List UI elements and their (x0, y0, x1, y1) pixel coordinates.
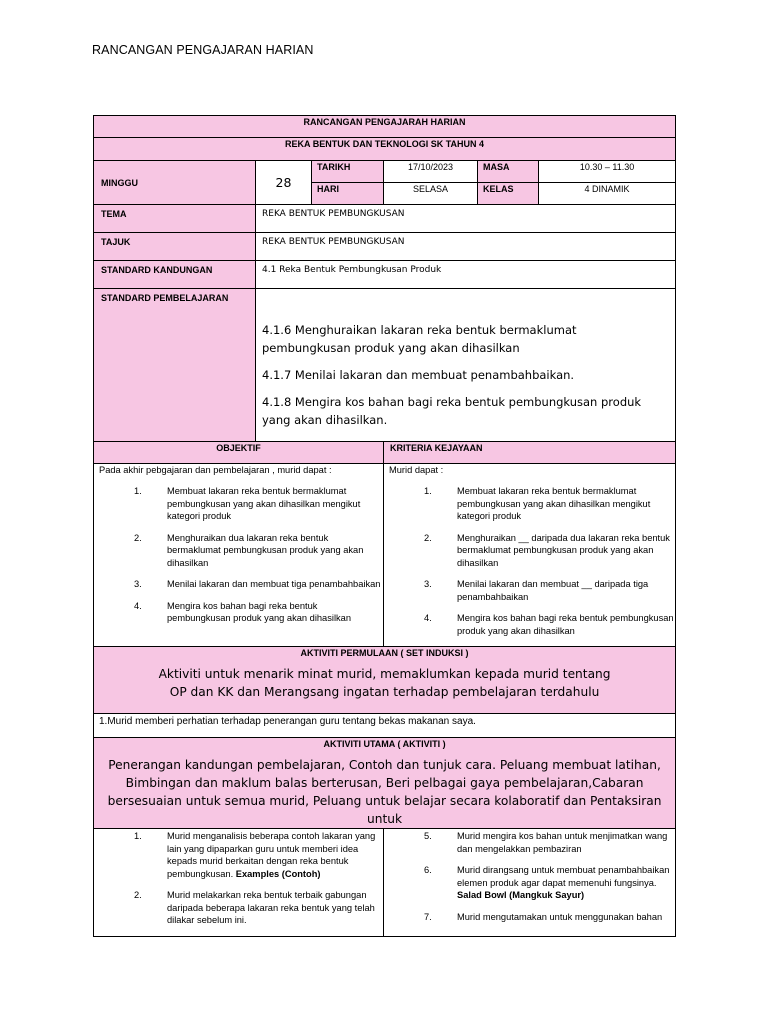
objektif-item-number: 4. (134, 600, 142, 611)
objektif-item (94, 485, 383, 523)
aktiviti-utama-item-number: 2. (134, 890, 142, 900)
objektif-item (94, 578, 383, 591)
tarikh-value: 17/10/2023 (384, 161, 478, 183)
kriteria-cell (384, 464, 676, 647)
kriteria-item-text: Menghuraikan __ daripada dua lakaran reka bentuk bermaklumat pembungkusan produk yang akan dihasilkan (457, 532, 670, 568)
hari-label: HARI (312, 183, 384, 205)
kriteria-item-number: 2. (424, 532, 432, 543)
objektif-item-number: 3. (134, 579, 142, 589)
aktiviti-utama-left (94, 829, 384, 937)
aktiviti-permulaan-step: 1.Murid memberi perhatian terhadap penerangan guru tentang bekas makanan saya. (94, 714, 676, 738)
document-heading: RANCANGAN PENGAJARAN HARIAN (92, 43, 314, 57)
aktiviti-utama-item-number: 1. (134, 831, 142, 841)
standard-pembelajaran-list (256, 289, 676, 442)
masa-value: 10.30 – 11.30 (539, 161, 676, 183)
aktiviti-utama-item (94, 889, 383, 927)
tajuk-label: TAJUK (94, 233, 256, 261)
lesson-plan-table (93, 115, 676, 937)
standard-pembelajaran-label: STANDARD PEMBELAJARAN (94, 289, 256, 442)
aktiviti-utama-item (384, 864, 675, 902)
objektif-header: OBJEKTIF (94, 442, 384, 464)
kriteria-intro: Murid dapat : (389, 465, 444, 475)
objektif-item-text: Membuat lakaran reka bentuk bermaklumat pembungkusan yang akan dihasilkan mengikut kategori produk (167, 486, 361, 521)
kriteria-item (384, 578, 675, 603)
tajuk-value: REKA BENTUK PEMBUNGKUSAN (256, 233, 676, 261)
aktiviti-utama-item-text: Murid menganalisis beberapa contoh lakaran yang lain yang dipaparkan guru untuk memberi idea kepads murid berkaitan dengan reka bentuk pembungkusan. (167, 831, 376, 879)
aktiviti-utama-item (94, 830, 383, 880)
aktiviti-permulaan-text: Aktiviti untuk menarik minat murid, memaklumkan kepada murid tentang OP dan KK dan Merangsang ingatan terhadap pembelajaran terdahulu (158, 667, 611, 699)
aktiviti-utama-item-number: 6. (424, 865, 432, 875)
table-title: RANCANGAN PENGAJARAH HARIAN (94, 116, 676, 138)
aktiviti-utama-text: Penerangan kandungan pembelajaran, Contoh dan tunjuk cara. Peluang membuat latihan, Bimbingan dan maklum balas berterusan, Beri pelbagai gaya pembelajaran,Cabaran bersesuaian untuk semua murid, Peluang untuk belajar secara kolaboratif dan Pentaksiran untuk (107, 758, 662, 826)
kriteria-item-text: Membuat lakaran reka bentuk bermaklumat pembungkusan yang akan dihasilkan mengikut kategori produk (457, 486, 651, 521)
kriteria-item-number: 1. (424, 486, 432, 496)
aktiviti-utama-item-text: Murid mengutamakan untuk menggunakan bahan (457, 911, 663, 922)
aktiviti-utama-right (384, 829, 676, 937)
tema-value: REKA BENTUK PEMBUNGKUSAN (256, 205, 676, 233)
minggu-label: MINGGU (94, 161, 256, 205)
subject-title: REKA BENTUK DAN TEKNOLOGI SK TAHUN 4 (94, 138, 676, 161)
objektif-intro: Pada akhir pebgajaran dan pembelajaran , murid dapat : (99, 465, 332, 475)
masa-label: MASA (478, 161, 539, 183)
minggu-value: 28 (256, 161, 312, 205)
kriteria-item (384, 612, 675, 637)
kelas-label: KELAS (478, 183, 539, 205)
aktiviti-permulaan-cell (94, 647, 676, 714)
objektif-cell (94, 464, 384, 647)
utama-left-list (94, 830, 383, 927)
aktiviti-utama-cell (94, 738, 676, 829)
kriteria-item-number: 3. (424, 579, 432, 589)
objektif-item (94, 532, 383, 570)
aktiviti-utama-header: AKTIVITI UTAMA ( AKTIVITI ) (323, 739, 446, 749)
objektif-item-text: Menghuraikan dua lakaran reka bentuk bermaklumat pembungkusan produk yang akan dihasilkan (167, 532, 364, 568)
kriteria-item (384, 532, 675, 570)
standard-kandungan-value: 4.1 Reka Bentuk Pembungkusan Produk (256, 261, 676, 289)
utama-right-list (384, 830, 675, 923)
kriteria-list (384, 485, 675, 637)
objektif-item-number: 1. (134, 486, 142, 496)
kriteria-item-text: Menilai lakaran dan membuat __ daripada tiga penambahbaikan (457, 579, 649, 602)
kriteria-item-number: 4. (424, 613, 432, 623)
aktiviti-utama-item-text: Murid dirangsang untuk membuat penambahbaikan elemen produk agar dapat memenuhi fungsinya. (457, 865, 670, 888)
aktiviti-utama-item-strategy: Examples (Contoh) (235, 868, 321, 879)
objektif-item (94, 600, 383, 625)
standard-kandungan-label: STANDARD KANDUNGAN (94, 261, 256, 289)
aktiviti-utama-item (384, 830, 675, 855)
aktiviti-utama-item-number: 5. (424, 831, 432, 841)
aktiviti-utama-item (384, 911, 675, 924)
objektif-item-text: Mengira kos bahan bagi reka bentuk pembungkusan produk yang akan dihasilkan (167, 600, 351, 623)
kriteria-header: KRITERIA KEJAYAAN (384, 442, 676, 464)
objektif-item-number: 2. (134, 532, 142, 543)
aktiviti-permulaan-header: AKTIVITI PERMULAAN ( SET INDUKSI ) (300, 648, 469, 658)
kelas-value: 4 DINAMIK (539, 183, 676, 205)
tarikh-label: TARIKH (312, 161, 384, 183)
objektif-list (94, 485, 383, 625)
aktiviti-utama-item-text: Murid mengira kos bahan untuk menjimatkan wang dan mengelakkan pembaziran (457, 831, 668, 854)
sp-item: 4.1.6 Menghuraikan lakaran reka bentuk bermaklumat pembungkusan produk yang akan dihasilkan (262, 323, 577, 355)
sp-item: 4.1.7 Menilai lakaran dan membuat penambahbaikan. (262, 368, 575, 382)
aktiviti-utama-item-number: 7. (424, 911, 432, 922)
aktiviti-utama-item-strategy: Salad Bowl (Mangkuk Sayur) (457, 890, 585, 900)
tema-label: TEMA (94, 205, 256, 233)
sp-item: 4.1.8 Mengira kos bahan bagi reka bentuk pembungkusan produk yang akan dihasilkan. (262, 395, 642, 427)
aktiviti-utama-item-text: Murid melakarkan reka bentuk terbaik gabungan daripada beberapa lakaran reka bentuk yang telah dilakar sebelum ini. (167, 890, 375, 925)
kriteria-item-text: Mengira kos bahan bagi reka bentuk pembungkusan produk yang akan dihasilkan (457, 613, 674, 636)
kriteria-item (384, 485, 675, 523)
hari-value: SELASA (384, 183, 478, 205)
objektif-item-text: Menilai lakaran dan membuat tiga penambahbaikan (167, 579, 381, 589)
